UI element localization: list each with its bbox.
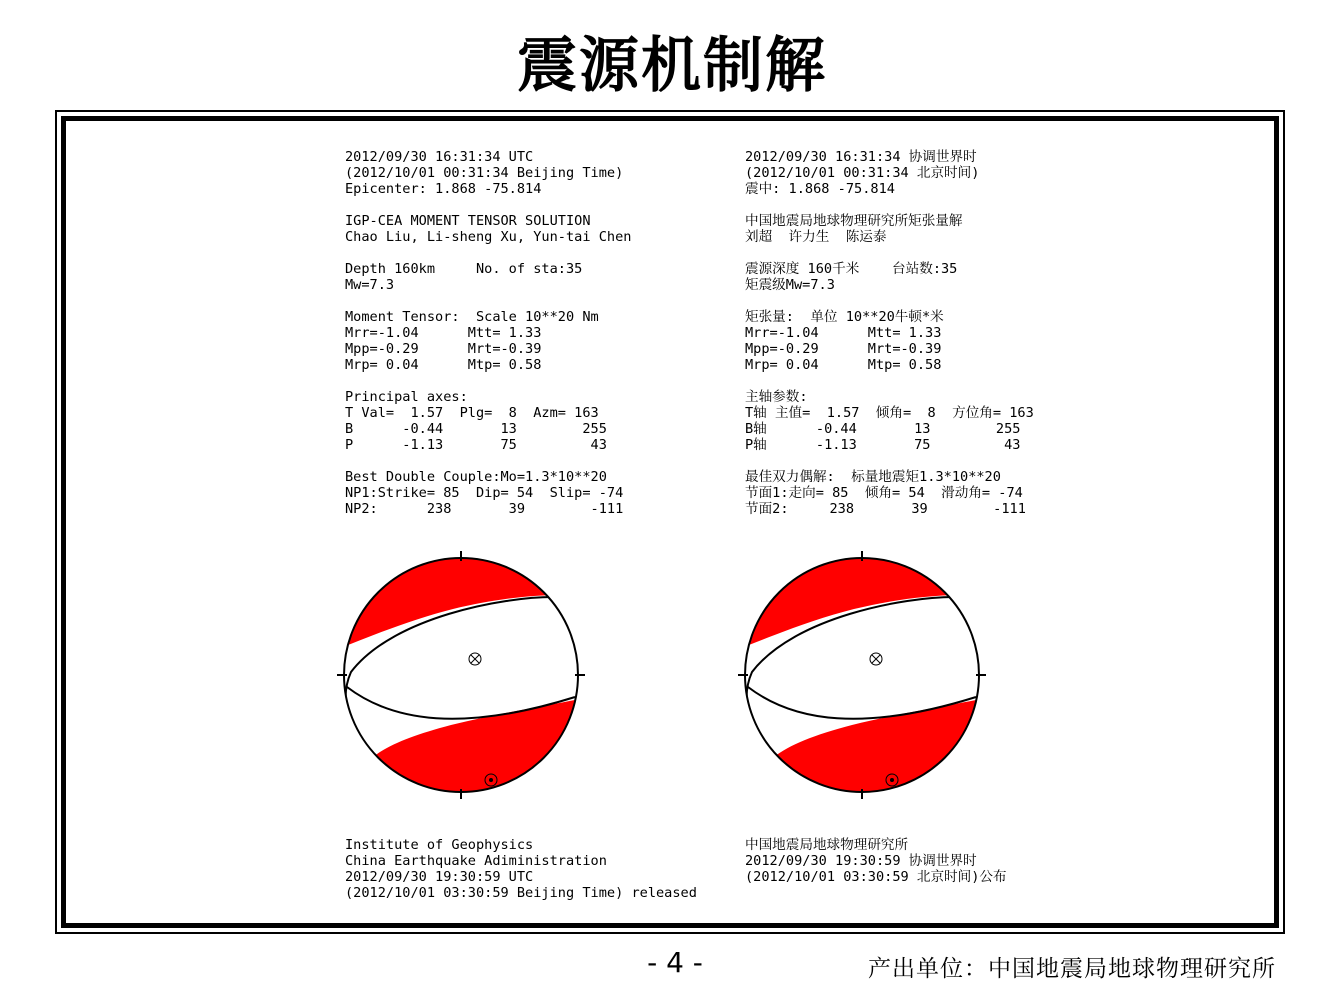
en-double-couple: Best Double Couple:Mo=1.3*10**20 NP1:Strike= 85 Dip= 54 Slip= -74 NP2: 238 39 -111 (345, 469, 624, 517)
en-depth-magnitude: Depth 160km No. of sta:35 Mw=7.3 (345, 261, 583, 293)
cn-release-footer: 中国地震局地球物理研究所 2012/09/30 19:30:59 协调世界时 (2012/10/01 03:30:59 北京时间)公布 (745, 837, 1007, 885)
page-number: - 4 - (647, 946, 703, 979)
compressional-quadrants (734, 547, 990, 803)
producer-credit: 产出单位：中国地震局地球物理研究所 (868, 956, 1276, 982)
en-solution-title: IGP-CEA MOMENT TENSOR SOLUTION Chao Liu, Li-sheng Xu, Yun-tai Chen (345, 213, 632, 245)
beachball-diagram-chinese (734, 547, 990, 803)
en-release-footer: Institute of Geophysics China Earthquake Adiministration 2012/09/30 19:30:59 UTC (2012/10/01 03:30:59 Beijing Time) released (345, 837, 697, 901)
cn-event-header: 2012/09/30 16:31:34 协调世界时 (2012/10/01 00:31:34 北京时间) 震中: 1.868 -75.814 (745, 149, 980, 197)
cn-moment-tensor: 矩张量: 单位 10**20牛顿*米 Mrr=-1.04 Mtt= 1.33 Mpp=-0.29 Mrt=-0.39 Mrp= 0.04 Mtp= 0.58 (745, 309, 944, 373)
cn-principal-axes: 主轴参数: T轴 主值= 1.57 倾角= 8 方位角= 163 B轴 -0.44 13 255 P轴 -1.13 75 43 (745, 389, 1034, 453)
en-moment-tensor: Moment Tensor: Scale 10**20 Nm Mrr=-1.04 Mtt= 1.33 Mpp=-0.29 Mrt=-0.39 Mrp= 0.04 Mtp= 0.58 (345, 309, 599, 373)
cn-solution-title: 中国地震局地球物理研究所矩张量解 刘超 许力生 陈运泰 (745, 213, 963, 245)
cn-depth-magnitude: 震源深度 160千米 台站数:35 矩震级Mw=7.3 (745, 261, 958, 293)
beachball-diagram-english (333, 547, 589, 803)
en-event-header: 2012/09/30 16:31:34 UTC (2012/10/01 00:31:34 Beijing Time) Epicenter: 1.868 -75.814 (345, 149, 624, 197)
t-axis-dot (890, 778, 894, 782)
compressional-quadrants (333, 547, 589, 803)
t-axis-dot (489, 778, 493, 782)
cn-double-couple: 最佳双力偶解: 标量地震矩1.3*10**20 节面1:走向= 85 倾角= 54 滑动角= -74 节面2: 238 39 -111 (745, 469, 1026, 517)
page-title: 震源机制解 (517, 31, 827, 101)
report-frame-inner (61, 116, 1279, 928)
en-principal-axes: Principal axes: T Val= 1.57 Plg= 8 Azm= 163 B -0.44 13 255 P -1.13 75 43 (345, 389, 607, 453)
